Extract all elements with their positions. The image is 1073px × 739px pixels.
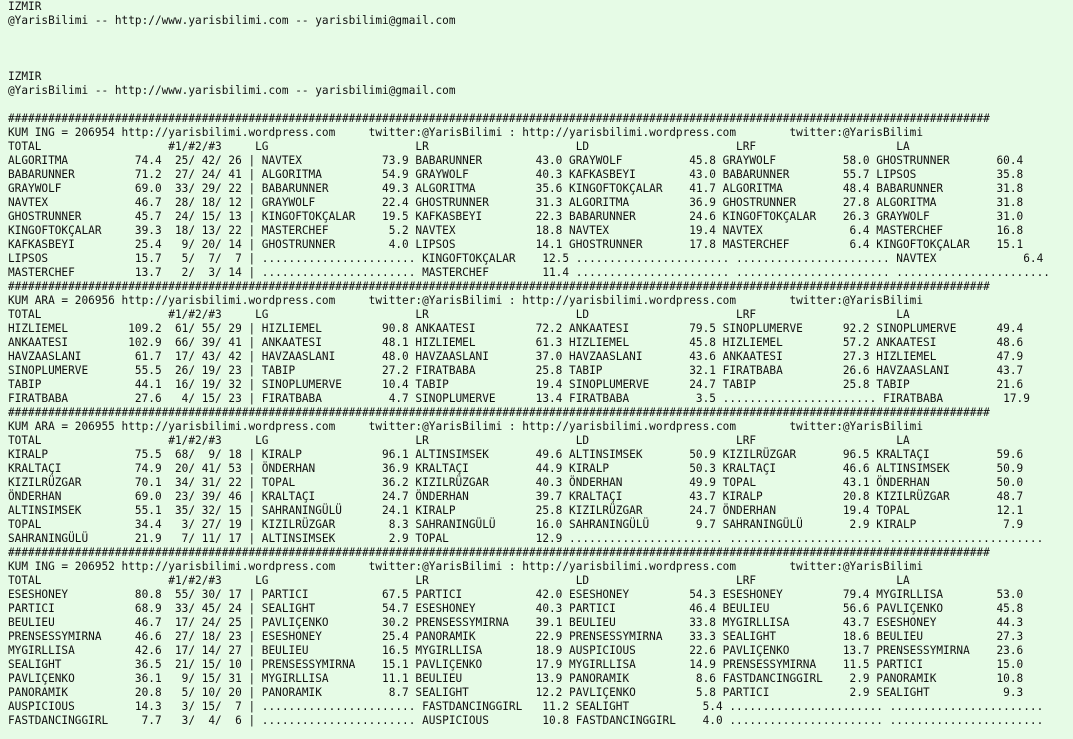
table-row: PAVLIÇENKO 36.1 9/ 15/ 31 | MYGIRLLISA 11.1 BEULIEU 13.9 PANORAMIK 8.6 FASTDANCINGGIRL 2.9 PANORAMIK 10.8	[8, 672, 1024, 685]
table-row: KIRALP 75.5 68/ 9/ 18 | KIRALP 96.1 ALTINSIMSEK 49.6 ALTINSIMSEK 50.9 KIZILRÜZGAR 96.5 KRALTAÇI 59.6	[8, 448, 1024, 461]
table-row: ÖNDERHAN 69.0 23/ 39/ 46 | KRALTAÇI 24.7 ÖNDERHAN 39.7 KRALTAÇI 43.7 KIRALP 20.8 KIZILRÜZGAR 48.7	[8, 490, 1024, 503]
table-row: FASTDANCINGGIRL 7.7 3/ 4/ 6 | ....................... AUSPICIOUS 10.8 FASTDANCINGGIRL 4.0 ....................... .......................	[8, 714, 1044, 727]
table-row: GHOSTRUNNER 45.7 24/ 15/ 13 | KINGOFTOKÇALAR 19.5 KAFKASBEYI 22.3 BABARUNNER 24.6 KINGOFTOKÇALAR 26.3 GRAYWOLF 31.0	[8, 210, 1024, 223]
table-row: HIZLIEMEL 109.2 61/ 55/ 29 | HIZLIEMEL 90.8 ANKAATESI 72.2 ANKAATESI 79.5 SINOPLUMERVE 92.2 SINOPLUMERVE 49.4	[8, 322, 1024, 335]
table-row: SINOPLUMERVE 55.5 26/ 19/ 23 | TABIP 27.2 FIRATBABA 25.8 TABIP 32.1 FIRATBABA 26.6 HAVZAASLANI 43.7	[8, 364, 1024, 377]
separator-line: ###################################################################################################################################################	[8, 112, 990, 125]
separator-line: ###################################################################################################################################################	[8, 280, 990, 293]
table-row: AUSPICIOUS 14.3 3/ 15/ 7 | ....................... FASTDANCINGGIRL 11.2 SEALIGHT 5.4 ....................... .......................	[8, 700, 1044, 713]
race-section	[8, 406, 1073, 546]
table-row: TOPAL 34.4 3/ 27/ 19 | KIZILRÜZGAR 8.3 SAHRANINGÜLÜ 16.0 SAHRANINGÜLÜ 9.7 SAHRANINGÜLÜ 2.9 KIRALP 7.9	[8, 518, 1024, 531]
column-header: TOTAL #1/#2/#3 LG LR LD LRF LA	[8, 140, 910, 153]
table-row: KIZILRÜZGAR 70.1 34/ 31/ 22 | TOPAL 36.2 KIZILRÜZGAR 40.3 ÖNDERHAN 49.9 TOPAL 43.1 ÖNDERHAN 50.0	[8, 476, 1024, 489]
table-row: PRENSESSYMIRNA 46.6 27/ 18/ 23 | ESESHONEY 25.4 PANORAMIK 22.9 PRENSESSYMIRNA 33.3 SEALIGHT 18.6 BEULIEU 27.3	[8, 630, 1024, 643]
table-row: FIRATBABA 27.6 4/ 15/ 23 | FIRATBABA 4.7 SINOPLUMERVE 13.4 FIRATBABA 3.5 ....................... FIRATBABA 17.9	[8, 392, 1030, 405]
race-sections	[8, 112, 1073, 728]
race-section	[8, 546, 1073, 728]
race-title: KUM ING = 206954 http://yarisbilimi.wordpress.com twitter:@YarisBilimi : http://yarisbilimi.wordpress.com twitter:@YarisBilimi	[8, 126, 924, 139]
race-section	[8, 280, 1073, 406]
table-row: KAFKASBEYI 25.4 9/ 20/ 14 | GHOSTRUNNER 4.0 LIPSOS 14.1 GHOSTRUNNER 17.8 MASTERCHEF 6.4 KINGOFTOKÇALAR 15.1	[8, 238, 1024, 251]
contact-line: @YarisBilimi -- http://www.yarisbilimi.com -- yarisbilimi@gmail.com	[8, 14, 456, 27]
table-row: BABARUNNER 71.2 27/ 24/ 41 | ALGORITMA 54.9 GRAYWOLF 40.3 KAFKASBEYI 43.0 BABARUNNER 55.7 LIPSOS 35.8	[8, 168, 1024, 181]
spacer	[8, 28, 1073, 42]
table-row: TABIP 44.1 16/ 19/ 32 | SINOPLUMERVE 10.4 TABIP 19.4 SINOPLUMERVE 24.7 TABIP 25.8 TABIP 21.6	[8, 378, 1024, 391]
separator-line: ###################################################################################################################################################	[8, 546, 990, 559]
table-row: PARTICI 68.9 33/ 45/ 24 | SEALIGHT 54.7 ESESHONEY 40.3 PARTICI 46.4 BEULIEU 56.6 PAVLIÇENKO 45.8	[8, 602, 1024, 615]
table-row: LIPSOS 15.7 5/ 7/ 7 | ....................... KINGOFTOKÇALAR 12.5 ....................... ....................... NAVTEX 6.4	[8, 252, 1044, 265]
spacer	[8, 98, 1073, 112]
table-row: ALGORITMA 74.4 25/ 42/ 26 | NAVTEX 73.9 BABARUNNER 43.0 GRAYWOLF 45.8 GRAYWOLF 58.0 GHOSTRUNNER 60.4	[8, 154, 1024, 167]
table-row: SAHRANINGÜLÜ 21.9 7/ 11/ 17 | ALTINSIMSEK 2.9 TOPAL 12.9 ....................... ....................... .......................	[8, 532, 1044, 545]
city-title: IZMIR	[8, 70, 42, 83]
column-header: TOTAL #1/#2/#3 LG LR LD LRF LA	[8, 434, 910, 447]
table-row: GRAYWOLF 69.0 33/ 29/ 22 | BABARUNNER 49.3 ALGORITMA 35.6 KINGOFTOKÇALAR 41.7 ALGORITMA 48.4 BABARUNNER 31.8	[8, 182, 1024, 195]
race-title: KUM ARA = 206956 http://yarisbilimi.wordpress.com twitter:@YarisBilimi : http://yarisbilimi.wordpress.com twitter:@YarisBilimi	[8, 294, 924, 307]
race-section	[8, 112, 1073, 280]
table-row: ESESHONEY 80.8 55/ 30/ 17 | PARTICI 67.5 PARTICI 42.0 ESESHONEY 54.3 ESESHONEY 79.4 MYGIRLLISA 53.0	[8, 588, 1024, 601]
separator-line: ###################################################################################################################################################	[8, 406, 990, 419]
table-row: MASTERCHEF 13.7 2/ 3/ 14 | ....................... MASTERCHEF 11.4 ....................... ....................... .......................	[8, 266, 1050, 279]
table-row: PANORAMIK 20.8 5/ 10/ 20 | PANORAMIK 8.7 SEALIGHT 12.2 PAVLIÇENKO 5.8 PARTICI 2.9 SEALIGHT 9.3	[8, 686, 1024, 699]
spacer	[8, 56, 1073, 70]
race-title: KUM ARA = 206955 http://yarisbilimi.wordpress.com twitter:@YarisBilimi : http://yarisbilimi.wordpress.com twitter:@YarisBilimi	[8, 420, 924, 433]
table-row: HAVZAASLANI 61.7 17/ 43/ 42 | HAVZAASLANI 48.0 HAVZAASLANI 37.0 HAVZAASLANI 43.6 ANKAATESI 27.3 HIZLIEMEL 47.9	[8, 350, 1024, 363]
table-row: MYGIRLLISA 42.6 17/ 14/ 27 | BEULIEU 16.5 MYGIRLLISA 18.9 AUSPICIOUS 22.6 PAVLIÇENKO 13.7 PRENSESSYMIRNA 23.6	[8, 644, 1024, 657]
city-title: IZMIR	[8, 0, 42, 13]
race-title: KUM ING = 206952 http://yarisbilimi.wordpress.com twitter:@YarisBilimi : http://yarisbilimi.wordpress.com twitter:@YarisBilimi	[8, 560, 924, 573]
table-row: BEULIEU 46.7 17/ 24/ 25 | PAVLIÇENKO 30.2 PRENSESSYMIRNA 39.1 BEULIEU 33.8 MYGIRLLISA 43.7 ESESHONEY 44.3	[8, 616, 1024, 629]
contact-line: @YarisBilimi -- http://www.yarisbilimi.com -- yarisbilimi@gmail.com	[8, 84, 456, 97]
column-header: TOTAL #1/#2/#3 LG LR LD LRF LA	[8, 308, 910, 321]
table-row: ALTINSIMSEK 55.1 35/ 32/ 15 | SAHRANINGÜLÜ 24.1 KIRALP 25.8 KIZILRÜZGAR 24.7 ÖNDERHAN 19.4 TOPAL 12.1	[8, 504, 1024, 517]
table-row: KRALTAÇI 74.9 20/ 41/ 53 | ÖNDERHAN 36.9 KRALTAÇI 44.9 KIRALP 50.3 KRALTAÇI 46.6 ALTINSIMSEK 50.9	[8, 462, 1024, 475]
spacer	[8, 42, 1073, 56]
column-header: TOTAL #1/#2/#3 LG LR LD LRF LA	[8, 574, 910, 587]
table-row: NAVTEX 46.7 28/ 18/ 12 | GRAYWOLF 22.4 GHOSTRUNNER 31.3 ALGORITMA 36.9 GHOSTRUNNER 27.8 ALGORITMA 31.8	[8, 196, 1024, 209]
table-row: KINGOFTOKÇALAR 39.3 18/ 13/ 22 | MASTERCHEF 5.2 NAVTEX 18.8 NAVTEX 19.4 NAVTEX 6.4 MASTERCHEF 16.8	[8, 224, 1024, 237]
table-row: SEALIGHT 36.5 21/ 15/ 10 | PRENSESSYMIRNA 15.1 PAVLIÇENKO 17.9 MYGIRLLISA 14.9 PRENSESSYMIRNA 11.5 PARTICI 15.0	[8, 658, 1024, 671]
table-row: ANKAATESI 102.9 66/ 39/ 41 | ANKAATESI 48.1 HIZLIEMEL 61.3 HIZLIEMEL 45.8 HIZLIEMEL 57.2 ANKAATESI 48.6	[8, 336, 1024, 349]
